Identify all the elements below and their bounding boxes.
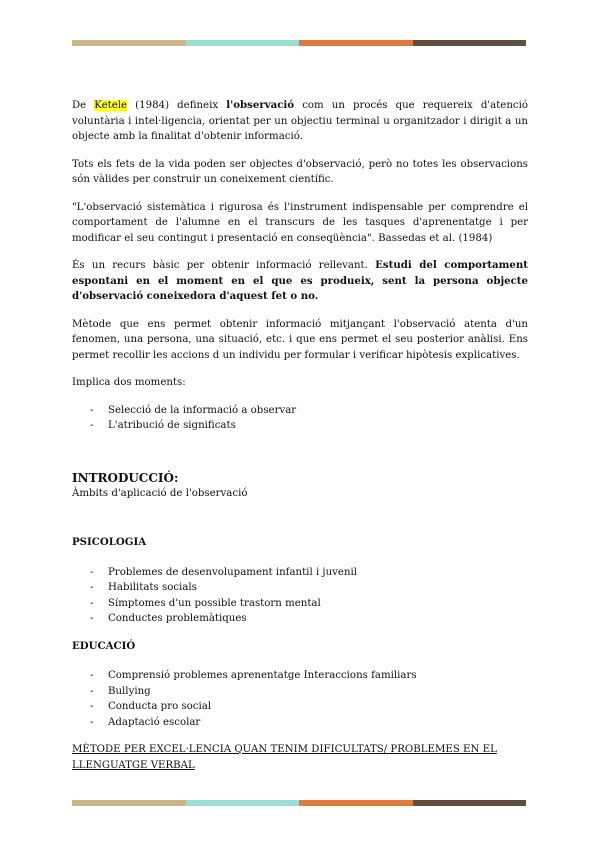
list-item: - Adaptació escolar [72, 715, 528, 731]
list-item: - Selecció de la informació a observar [72, 403, 528, 419]
color-segment-1 [72, 800, 186, 806]
list-item: - Comprensió problemes aprenentatge Interaccions familiars [72, 668, 528, 684]
final-underlined-heading: MÈTODE PER EXCEL·LENCIA QUAN TENIM DIFICULTATS/ PROBLEMES EN EL LLENGUATGE VERBAL [72, 744, 497, 771]
color-segment-4 [413, 40, 527, 46]
document-body [72, 98, 528, 773]
color-segment-2 [186, 40, 300, 46]
paragraph-quote: "L'observació sistemàtica i rigurosa és l'instrument indispensable per comprendre el comportament de l'alumne en el transcurs de les tasques d'aprenentatge i per modificar el seu contingut i presentació en conseqüència". Bassedas et al. (1984) [72, 201, 528, 244]
intro-subtitle: Àmbits d'aplicació de l'observació [72, 487, 248, 499]
color-segment-2 [186, 800, 300, 806]
list-item: - Problemes de desenvolupament infantil i juvenil [72, 565, 528, 581]
intro-heading: INTRODUCCIÓ: [72, 470, 179, 485]
bold-term: l'observació [226, 99, 295, 111]
paragraph-moments-intro: Implica dos moments: [72, 377, 186, 388]
header-color-bar [72, 40, 526, 46]
section-title-psicologia: PSICOLOGIA [72, 536, 147, 548]
list-item: - Conductes problemàtiques [72, 611, 528, 627]
list-item: - Bullying [72, 684, 528, 700]
color-segment-4 [413, 800, 527, 806]
paragraph-method: Mètode que ens permet obtenir informació mitjançant l'observació atenta d'un fenomen, una persona, una situació, etc. i que ens permet el seu posterior anàlisi. Ens permet recollir les accions d un individu per formular i verificar hipòtesis explicatives. [72, 318, 528, 361]
list-item: - Conducta pro social [72, 699, 528, 715]
color-segment-3 [299, 800, 413, 806]
color-segment-3 [299, 40, 413, 46]
list-item: - Símptomes d'un possible trastorn mental [72, 596, 528, 612]
moments-list [72, 403, 528, 434]
list-item: - L'atribució de significats [72, 418, 528, 434]
color-segment-1 [72, 40, 186, 46]
section-title-educacio: EDUCACIÓ [72, 639, 136, 652]
footer-color-bar [72, 800, 526, 806]
paragraph-resource: És un recurs bàsic per obtenir informació rellevant. Estudi del comportament espontani en el moment en el que es produeix, sent la persona objecte d'observació coneixedora d'aquest fet o no. [72, 259, 528, 302]
paragraph-definition: De Ketele (1984) defineix l'observació com un procés que requereix d'atenció voluntària i intel·ligencia, orientat per un objectiu terminal u organitzador i dirigit a un objecte amb la finalitat d'obtenir informació. [72, 99, 528, 142]
psicologia-list [72, 565, 528, 627]
highlighted-author: Ketele [94, 100, 128, 111]
educacio-list [72, 668, 528, 730]
list-item: - Habilitats socials [72, 580, 528, 596]
paragraph-facts: Tots els fets de la vida poden ser objectes d'observació, però no totes les observacions són vàlides per construir un coneixement científic. [72, 158, 528, 185]
